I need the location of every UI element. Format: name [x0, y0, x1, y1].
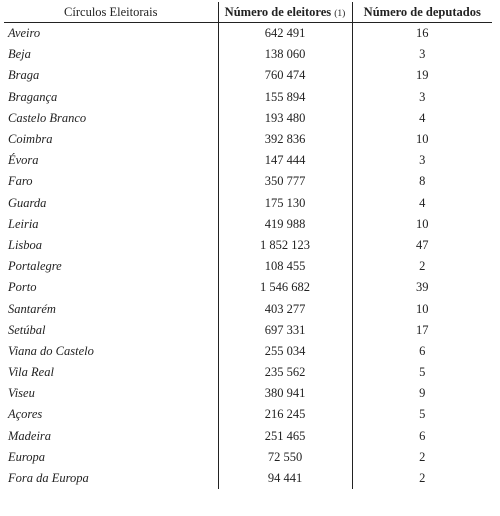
deputies-cell: 3 [419, 153, 426, 168]
deputies-cell: 2 [419, 259, 426, 274]
district-cell: Bragança [4, 87, 218, 108]
table-row [4, 468, 492, 489]
deputies-cell: 2 [419, 449, 426, 464]
voters-cell: 380 941 [218, 383, 352, 404]
district-cell: Braga [4, 65, 218, 86]
table-row [4, 171, 492, 192]
table-row [4, 193, 492, 214]
deputies-header-label: Número de deputados [363, 4, 481, 19]
voters-cell: 392 836 [218, 129, 352, 150]
deputies-cell: 10 [416, 132, 429, 147]
voters-cell: 419 988 [218, 214, 352, 235]
deputies-cell: 5 [419, 407, 426, 422]
deputies-cell: 6 [419, 428, 426, 443]
voters-cell: 94 441 [218, 468, 352, 489]
deputies-cell: 3 [419, 89, 426, 104]
district-cell: Vila Real [4, 362, 218, 383]
district-cell: Fora da Europa [4, 468, 218, 489]
voters-cell: 193 480 [218, 108, 352, 129]
voters-cell: 1 546 682 [218, 277, 352, 298]
voters-header-label: Número de eleitores [224, 4, 332, 19]
deputies-cell: 4 [419, 195, 426, 210]
district-cell: Viseu [4, 383, 218, 404]
deputies-cell: 47 [416, 237, 429, 252]
table-row [4, 44, 492, 65]
table-row [4, 320, 492, 341]
voters-cell: 642 491 [218, 23, 352, 45]
deputies-cell: 10 [416, 301, 429, 316]
table-row [4, 404, 492, 425]
table-row [4, 65, 492, 86]
deputies-column-header [352, 2, 492, 23]
district-cell: Évora [4, 150, 218, 171]
voters-cell: 216 245 [218, 404, 352, 425]
district-cell: Açores [4, 404, 218, 425]
table-row [4, 235, 492, 256]
voters-column-header [218, 2, 352, 23]
voters-cell: 403 277 [218, 298, 352, 319]
voters-cell: 235 562 [218, 362, 352, 383]
district-cell: Santarém [4, 298, 218, 319]
table-row [4, 87, 492, 108]
voters-cell: 155 894 [218, 87, 352, 108]
district-cell: Coimbra [4, 129, 218, 150]
voters-cell: 72 550 [218, 447, 352, 468]
table-row [4, 447, 492, 468]
table-header-row [4, 2, 492, 23]
district-cell: Lisboa [4, 235, 218, 256]
district-cell: Leiria [4, 214, 218, 235]
table-row [4, 108, 492, 129]
district-cell: Madeira [4, 426, 218, 447]
table-row [4, 129, 492, 150]
voters-cell: 147 444 [218, 150, 352, 171]
district-cell: Faro [4, 171, 218, 192]
deputies-cell: 10 [416, 216, 429, 231]
voters-cell: 1 852 123 [218, 235, 352, 256]
electoral-districts-table [4, 2, 492, 489]
table-row [4, 23, 492, 45]
table-row [4, 277, 492, 298]
district-column-header [4, 2, 218, 23]
voters-cell: 251 465 [218, 426, 352, 447]
district-cell: Setúbal [4, 320, 218, 341]
district-cell: Porto [4, 277, 218, 298]
district-cell: Beja [4, 44, 218, 65]
table-row [4, 214, 492, 235]
voters-cell: 255 034 [218, 341, 352, 362]
voters-cell: 138 060 [218, 44, 352, 65]
district-cell: Europa [4, 447, 218, 468]
table-row [4, 341, 492, 362]
deputies-cell: 4 [419, 110, 426, 125]
district-cell: Viana do Castelo [4, 341, 218, 362]
deputies-cell: 17 [416, 322, 429, 337]
table-row [4, 150, 492, 171]
table-body [4, 23, 492, 490]
deputies-cell: 9 [419, 386, 426, 401]
voters-cell: 108 455 [218, 256, 352, 277]
table-row [4, 383, 492, 404]
district-cell: Guarda [4, 193, 218, 214]
deputies-cell: 19 [416, 68, 429, 83]
table-row [4, 256, 492, 277]
deputies-cell: 39 [416, 280, 429, 295]
voters-cell: 350 777 [218, 171, 352, 192]
deputies-cell: 3 [419, 47, 426, 62]
voters-footnote-marker: (1) [334, 8, 346, 19]
deputies-cell: 2 [419, 471, 426, 486]
deputies-cell: 16 [416, 26, 429, 41]
deputies-cell: 5 [419, 365, 426, 380]
district-cell: Portalegre [4, 256, 218, 277]
table-row [4, 426, 492, 447]
district-cell: Aveiro [4, 23, 218, 45]
voters-cell: 175 130 [218, 193, 352, 214]
table-row [4, 298, 492, 319]
deputies-cell: 8 [419, 174, 426, 189]
district-cell: Castelo Branco [4, 108, 218, 129]
district-header-label: Círculos Eleitorais [64, 4, 158, 19]
voters-cell: 697 331 [218, 320, 352, 341]
table-row [4, 362, 492, 383]
voters-cell: 760 474 [218, 65, 352, 86]
deputies-cell: 6 [419, 343, 426, 358]
